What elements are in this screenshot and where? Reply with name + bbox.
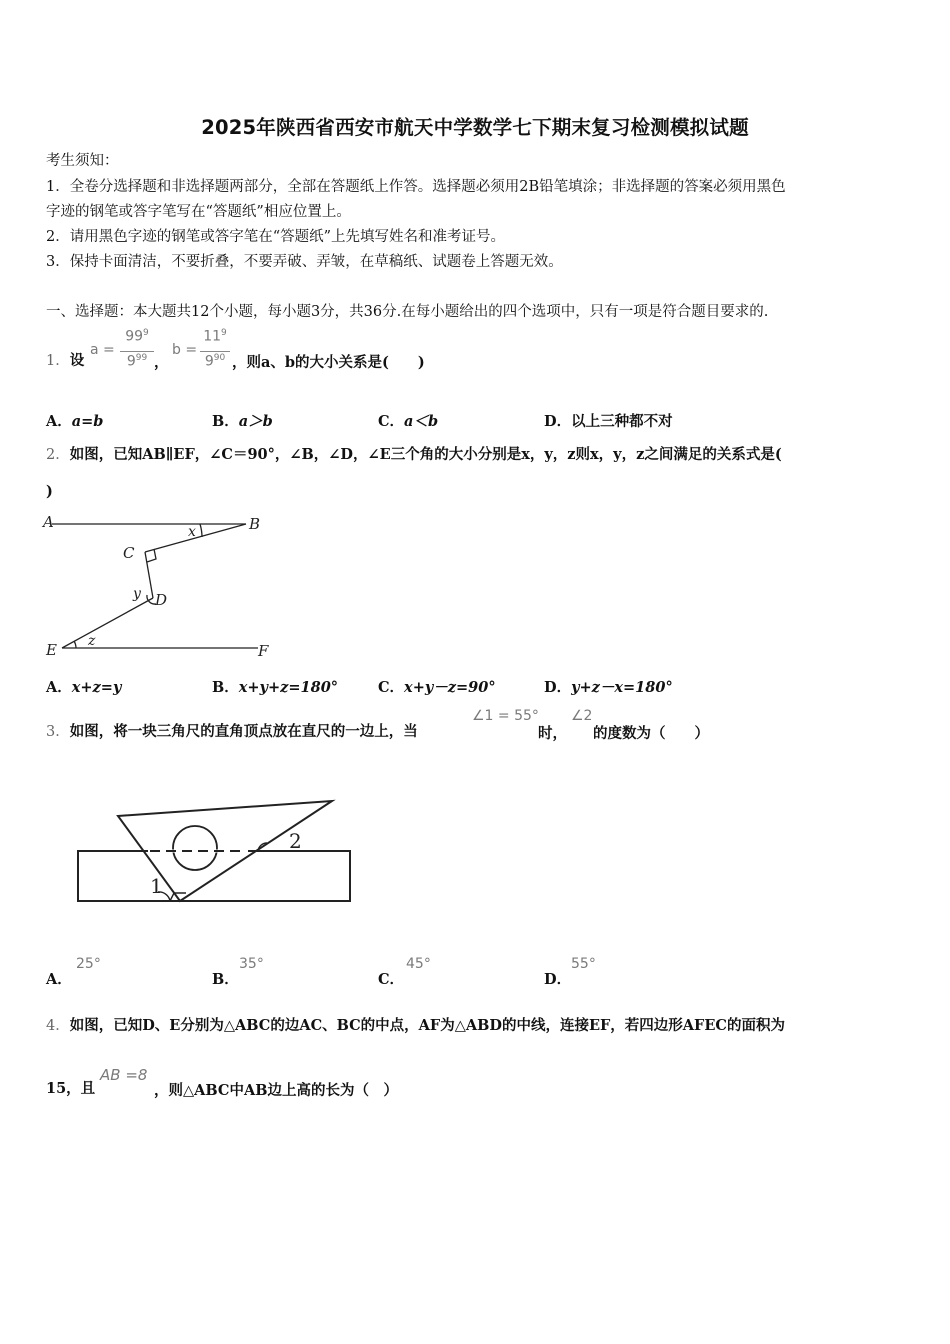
question-1-suffix: ，则a、b的大小关系是( ) — [232, 354, 425, 371]
comma: ， — [154, 354, 169, 371]
question-4-cont-b: ，则△ABC中AB边上高的长为（ ） — [154, 1082, 398, 1099]
notice-item-2: 2．请用黑色字迹的钢笔或答字笔在“答题纸”上先填写姓名和准考证号。 — [46, 229, 506, 245]
notice-item-1: 1．全卷分选择题和非选择题两部分，全部在答题纸上作答。选择题必须用2B铅笔填涂；非选择题的答案必须用黑色 — [46, 179, 786, 195]
option-b[interactable]: B． — [212, 971, 239, 988]
label-angle-1: 1 — [150, 874, 163, 898]
label-e: E — [46, 641, 57, 659]
option-b-value: 35° — [239, 956, 264, 972]
question-number: 4． — [46, 1018, 70, 1034]
formula-a-lhs: a = — [90, 342, 115, 358]
section-heading: 一、选择题：本大题共12个小题，每小题3分，共36分.在每小题给出的四个选项中，只有一项是符合题目要求的. — [46, 304, 769, 320]
label-f: F — [258, 642, 269, 660]
option-d[interactable]: D． — [544, 971, 572, 988]
fraction-bar-b — [200, 351, 230, 352]
option-d[interactable]: D．y+z－x=180° — [544, 679, 673, 696]
question-2-end: ) — [46, 483, 53, 500]
formula-b-lhs: b = — [172, 342, 198, 358]
option-a[interactable]: A． — [46, 971, 72, 988]
figure-parallel-lines — [40, 508, 280, 664]
fraction-bar-a — [120, 351, 154, 352]
formula-a-numerator: $99^9$ — [125, 328, 149, 345]
page-title: 2025年陕西省西安市航天中学数学七下期末复习检测模拟试题 — [201, 116, 749, 139]
question-3-text2: 时， — [538, 725, 567, 742]
label-c: C — [123, 544, 135, 562]
label-x: x — [188, 524, 196, 540]
option-a-value: 25° — [76, 956, 101, 972]
question-number: 3． — [46, 724, 70, 740]
notice-heading: 考生须知： — [46, 153, 119, 169]
question-text: 如图，将一块三角尺的直角顶点放在直尺的一边上，当 — [69, 723, 418, 740]
notice-item-3: 3．保持卡面清洁，不要折叠，不要弄破、弄皱，在草稿纸、试题卷上答题无效。 — [46, 254, 563, 270]
option-c[interactable]: C．x+y－z=90° — [378, 679, 496, 696]
question-3 — [46, 722, 418, 742]
label-a: A — [43, 513, 54, 531]
option-b[interactable]: B．x+y+z=180° — [212, 679, 339, 696]
option-c-value: 45° — [406, 956, 431, 972]
option-a[interactable]: A．a=b — [46, 413, 104, 430]
formula-a-denominator: $9^{99}$ — [126, 353, 148, 370]
question-4-cont-a: 15，且 — [46, 1080, 96, 1097]
formula-b-denominator: $9^{90}$ — [204, 353, 226, 370]
option-c[interactable]: C． — [378, 971, 405, 988]
formula-ab: AB =8 — [100, 1066, 148, 1084]
notice-item-1-cont: 字迹的钢笔或答字笔写在“答题纸”相应位置上。 — [46, 204, 351, 220]
question-number: 1． — [46, 353, 70, 369]
option-c[interactable]: C．a＜b — [378, 413, 439, 430]
question-4 — [46, 1016, 785, 1036]
label-y: y — [133, 586, 141, 602]
formula-angle1: ∠1 = 55° — [472, 708, 539, 724]
option-d-value: 55° — [571, 956, 596, 972]
label-d: D — [155, 591, 168, 609]
question-3-text3: 的度数为（ ） — [593, 725, 709, 742]
figure-triangle-ruler — [70, 792, 360, 908]
formula-b-numerator: $11^9$ — [203, 328, 227, 345]
question-text: 如图，已知D、E分别为△ABC的边AC、BC的中点，AF为△ABD的中线，连接EF，若四边形AFEC的面积为 — [69, 1017, 785, 1034]
question-1 — [46, 351, 84, 371]
label-z: z — [88, 633, 96, 649]
question-text: 如图，已知AB∥EF，∠C＝90°，∠B，∠D，∠E三个角的大小分别是x，y，z则x，y，z之间满足的关系式是( — [69, 446, 782, 463]
question-text: 设 — [69, 352, 85, 369]
question-2 — [46, 445, 782, 465]
option-a[interactable]: A．x+z=y — [46, 679, 122, 696]
label-b: B — [249, 515, 261, 533]
option-b[interactable]: B．a＞b — [212, 413, 273, 430]
label-angle-2: 2 — [289, 829, 302, 853]
formula-angle2: ∠2 — [571, 708, 593, 724]
question-number: 2． — [46, 447, 70, 463]
option-d[interactable]: D．以上三种都不对 — [544, 413, 673, 430]
